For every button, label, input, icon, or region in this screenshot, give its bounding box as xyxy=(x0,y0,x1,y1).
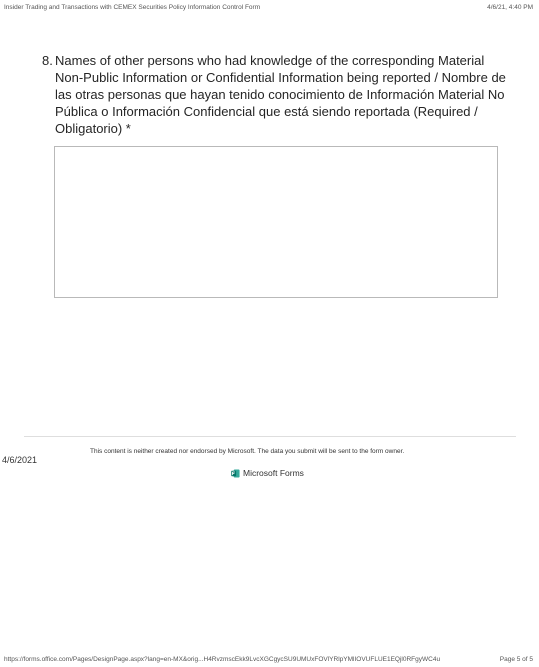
page-url: https://forms.office.com/Pages/DesignPage.aspx?lang=en-MX&orig...H4RvzmscEkk9LvcXGCgycSU9UMUxFOVlYRlpYMlIOVUFLUE1EQjl0RFgyWC4u xyxy=(4,656,441,663)
footer-disclaimer: This content is neither created nor endorsed by Microsoft. The data you submit will be sent to the form owner. xyxy=(90,448,405,455)
microsoft-forms-brand[interactable] xyxy=(231,467,304,479)
answer-text-area[interactable] xyxy=(54,146,498,298)
print-datetime: 4/6/21, 4:40 PM xyxy=(487,4,533,11)
microsoft-forms-icon xyxy=(231,469,240,478)
question-8 xyxy=(42,52,512,137)
question-text: Names of other persons who had knowledge of the corresponding Material Non-Public Information or Confidential Information being reported / Nombre de las otras personas que hayan tenido conocimiento de Información Material No Pública o Información Confidencial que está siendo reportada (Required / Obligatorio) * xyxy=(55,53,506,136)
footer-divider xyxy=(24,436,516,437)
print-footer xyxy=(4,656,533,666)
page-number: Page 5 of 5 xyxy=(499,656,533,663)
footer-date: 4/6/2021 xyxy=(2,455,38,465)
document-title: Insider Trading and Transactions with CEMEX Securities Policy Information Control Form xyxy=(4,4,261,11)
microsoft-forms-label: Microsoft Forms xyxy=(243,468,304,478)
question-number: 8. xyxy=(42,53,53,68)
print-header xyxy=(4,4,533,16)
